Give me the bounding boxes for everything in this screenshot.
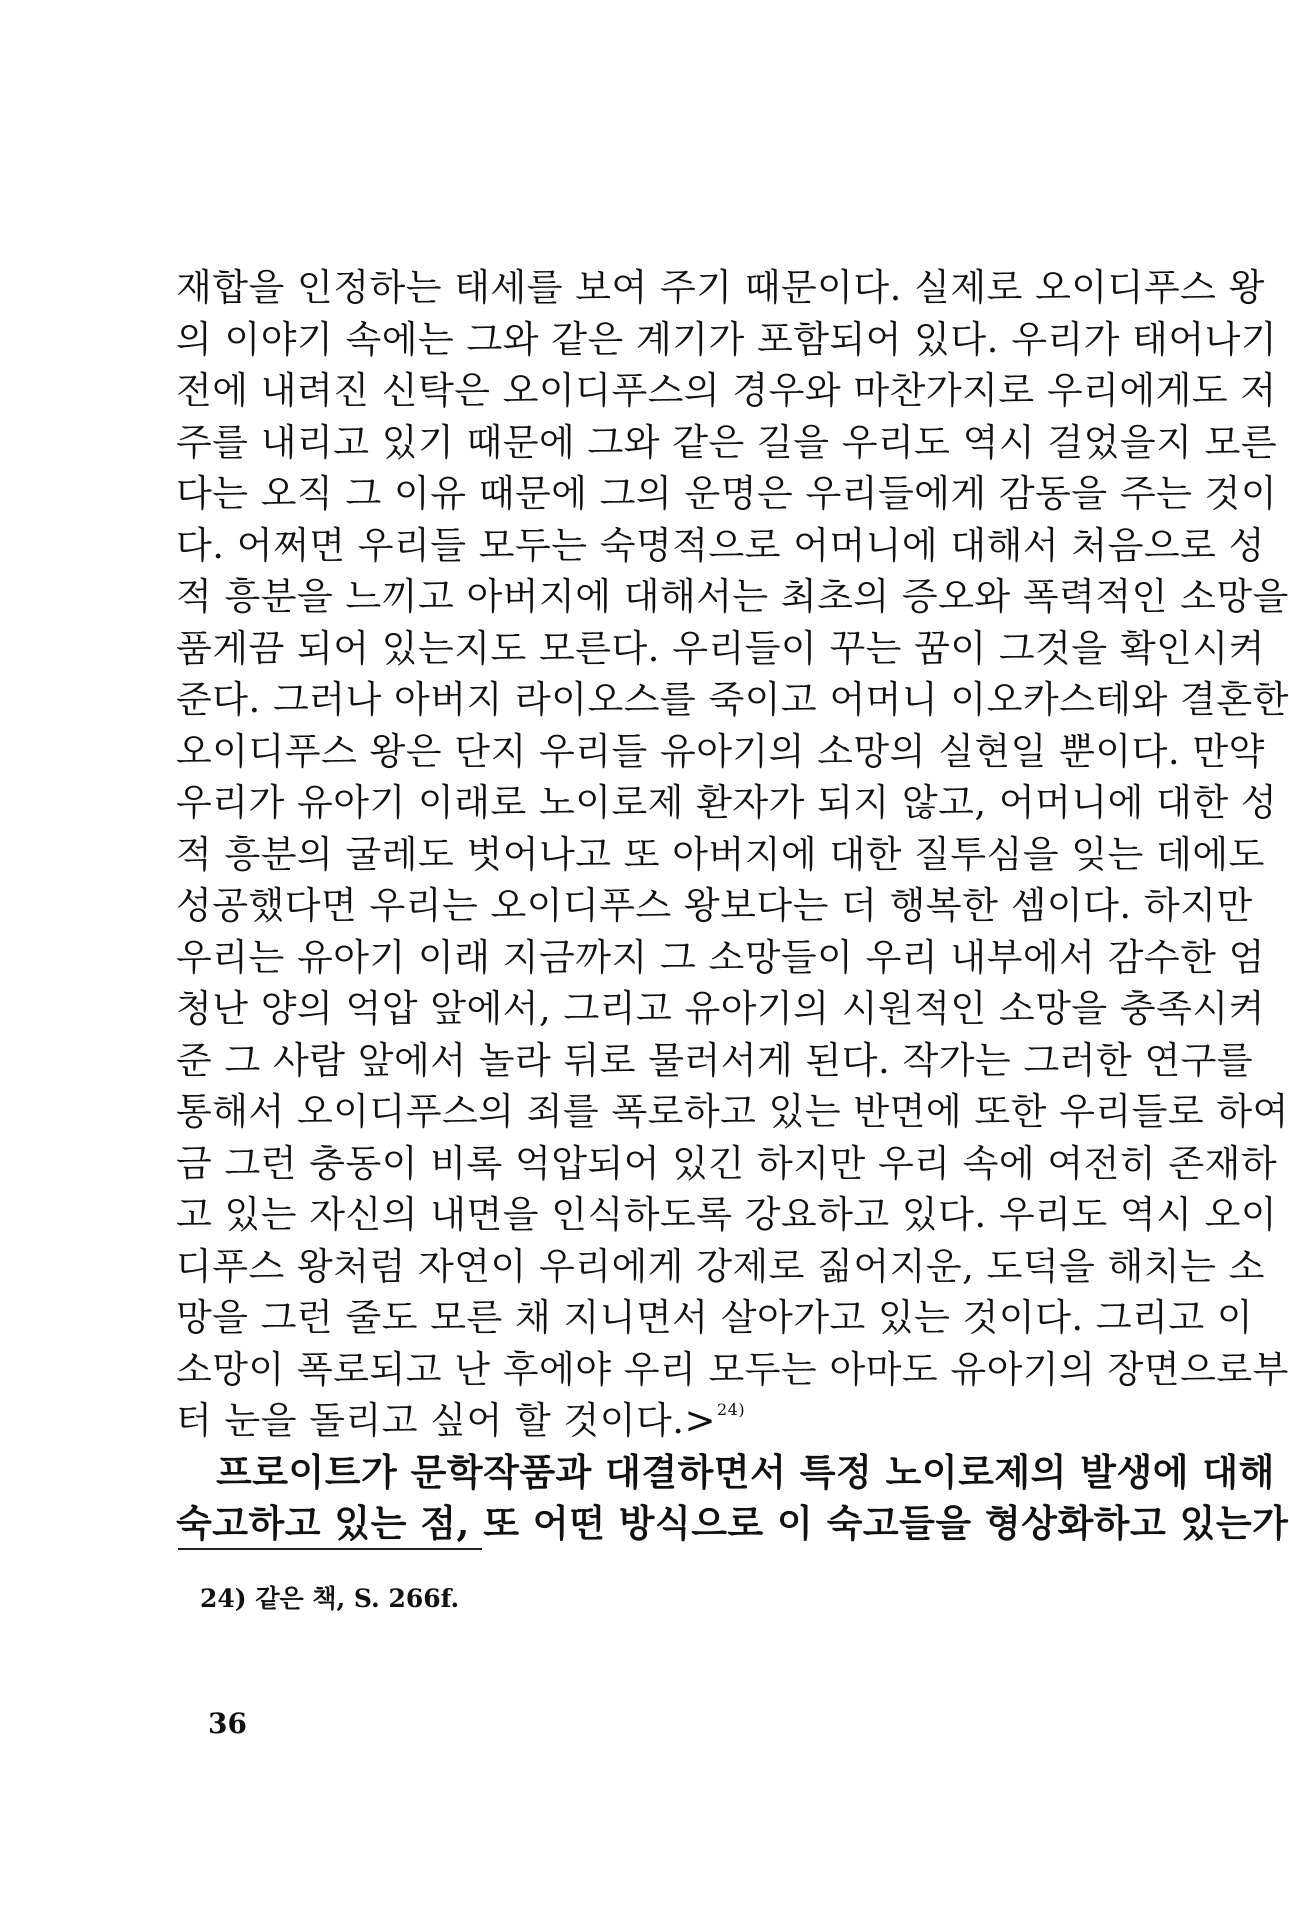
- footnote-reference[interactable]: 24): [716, 1400, 746, 1419]
- text-line: 재합을 인정하는 태세를 보여 주기 때문이다. 실제로 오이디푸스 왕: [176, 266, 1265, 309]
- text-line: 금 그런 충동이 비록 억압되어 있긴 하지만 우리 속에 여전히 존재하: [176, 1141, 1278, 1185]
- text-line: 우리가 유아기 이래로 노이로제 환자가 되지 않고, 어머니에 대한 성: [176, 781, 1278, 824]
- text-line: 의 이야기 속에는 그와 같은 계기가 포함되어 있다. 우리가 태어나기: [176, 317, 1278, 361]
- text-line: 통해서 오이디푸스의 죄를 폭로하고 있는 반면에 또한 우리들로 하여: [176, 1090, 1289, 1133]
- text-line: 오이디푸스 왕은 단지 우리들 유아기의 소망의 실현일 뿐이다. 만약: [176, 729, 1265, 773]
- text-line: 전에 내려진 신탁은 오이디푸스의 경우와 마찬가지로 우리에게도 저: [176, 369, 1277, 412]
- text-line: 준 그 사람 앞에서 놀라 뒤로 물러서게 된다. 작가는 그러한 연구를: [176, 1038, 1254, 1082]
- text-line: 품게끔 되어 있는지도 모른다. 우리들이 꾸는 꿈이 그것을 확인시켜: [176, 626, 1265, 670]
- footnote-divider: [178, 1548, 482, 1550]
- text-line: 성공했다면 우리는 오이디푸스 왕보다는 더 행복한 셈이다. 하지만: [176, 884, 1253, 927]
- text-line: 주를 내리고 있기 때문에 그와 같은 길을 우리도 역시 걸었을지 모른: [176, 420, 1278, 464]
- text-line: 우리는 유아기 이래 지금까지 그 소망들이 우리 내부에서 감수한 엄: [176, 935, 1265, 979]
- text-line: 준다. 그러나 아버지 라이오스를 죽이고 어머니 이오카스테와 결혼한: [176, 678, 1289, 721]
- text-line: 청난 양의 억압 앞에서, 그리고 유아기의 시원적인 소망을 충족시켜: [176, 987, 1265, 1030]
- text-line: 숙고하고 있는 점, 또 어떤 방식으로 이 숙고들을 형상화하고 있는가: [176, 1501, 1289, 1545]
- text-line: 프로이트가 문학작품과 대결하면서 특정 노이로제의 발생에 대해: [216, 1449, 1275, 1494]
- text-line: 적 흥분의 굴레도 벗어나고 또 아버지에 대한 질투심을 잊는 데에도: [176, 832, 1265, 876]
- text-line: 소망이 폭로되고 난 후에야 우리 모두는 아마도 유아기의 장면으로부: [176, 1347, 1289, 1391]
- page-number: 36: [208, 1707, 247, 1740]
- text-line: 디푸스 왕처럼 자연이 우리에게 강제로 짊어지운, 도덕을 해치는 소: [176, 1244, 1265, 1288]
- text-line: 다. 어쩌면 우리들 모두는 숙명적으로 어머니에 대해서 처음으로 성: [176, 523, 1265, 567]
- footnote: 24) 같은 책, S. 266f.: [200, 1584, 460, 1613]
- text-line: 망을 그런 줄도 모른 채 지니면서 살아가고 있는 것이다. 그리고 이: [176, 1296, 1254, 1339]
- text-line-content: 터 눈을 돌리고 싶어 할 것이다.>: [176, 1399, 716, 1442]
- text-line: 고 있는 자신의 내면을 인식하도록 강요하고 있다. 우리도 역시 오이: [176, 1193, 1278, 1236]
- text-line: 적 흥분을 느끼고 아버지에 대해서는 최초의 증오와 폭력적인 소망을: [176, 575, 1289, 618]
- text-line-last: [176, 1395, 1082, 1447]
- text-line: 다는 오직 그 이유 때문에 그의 운명은 우리들에게 감동을 주는 것이: [176, 472, 1278, 515]
- body-text: [176, 262, 1289, 1550]
